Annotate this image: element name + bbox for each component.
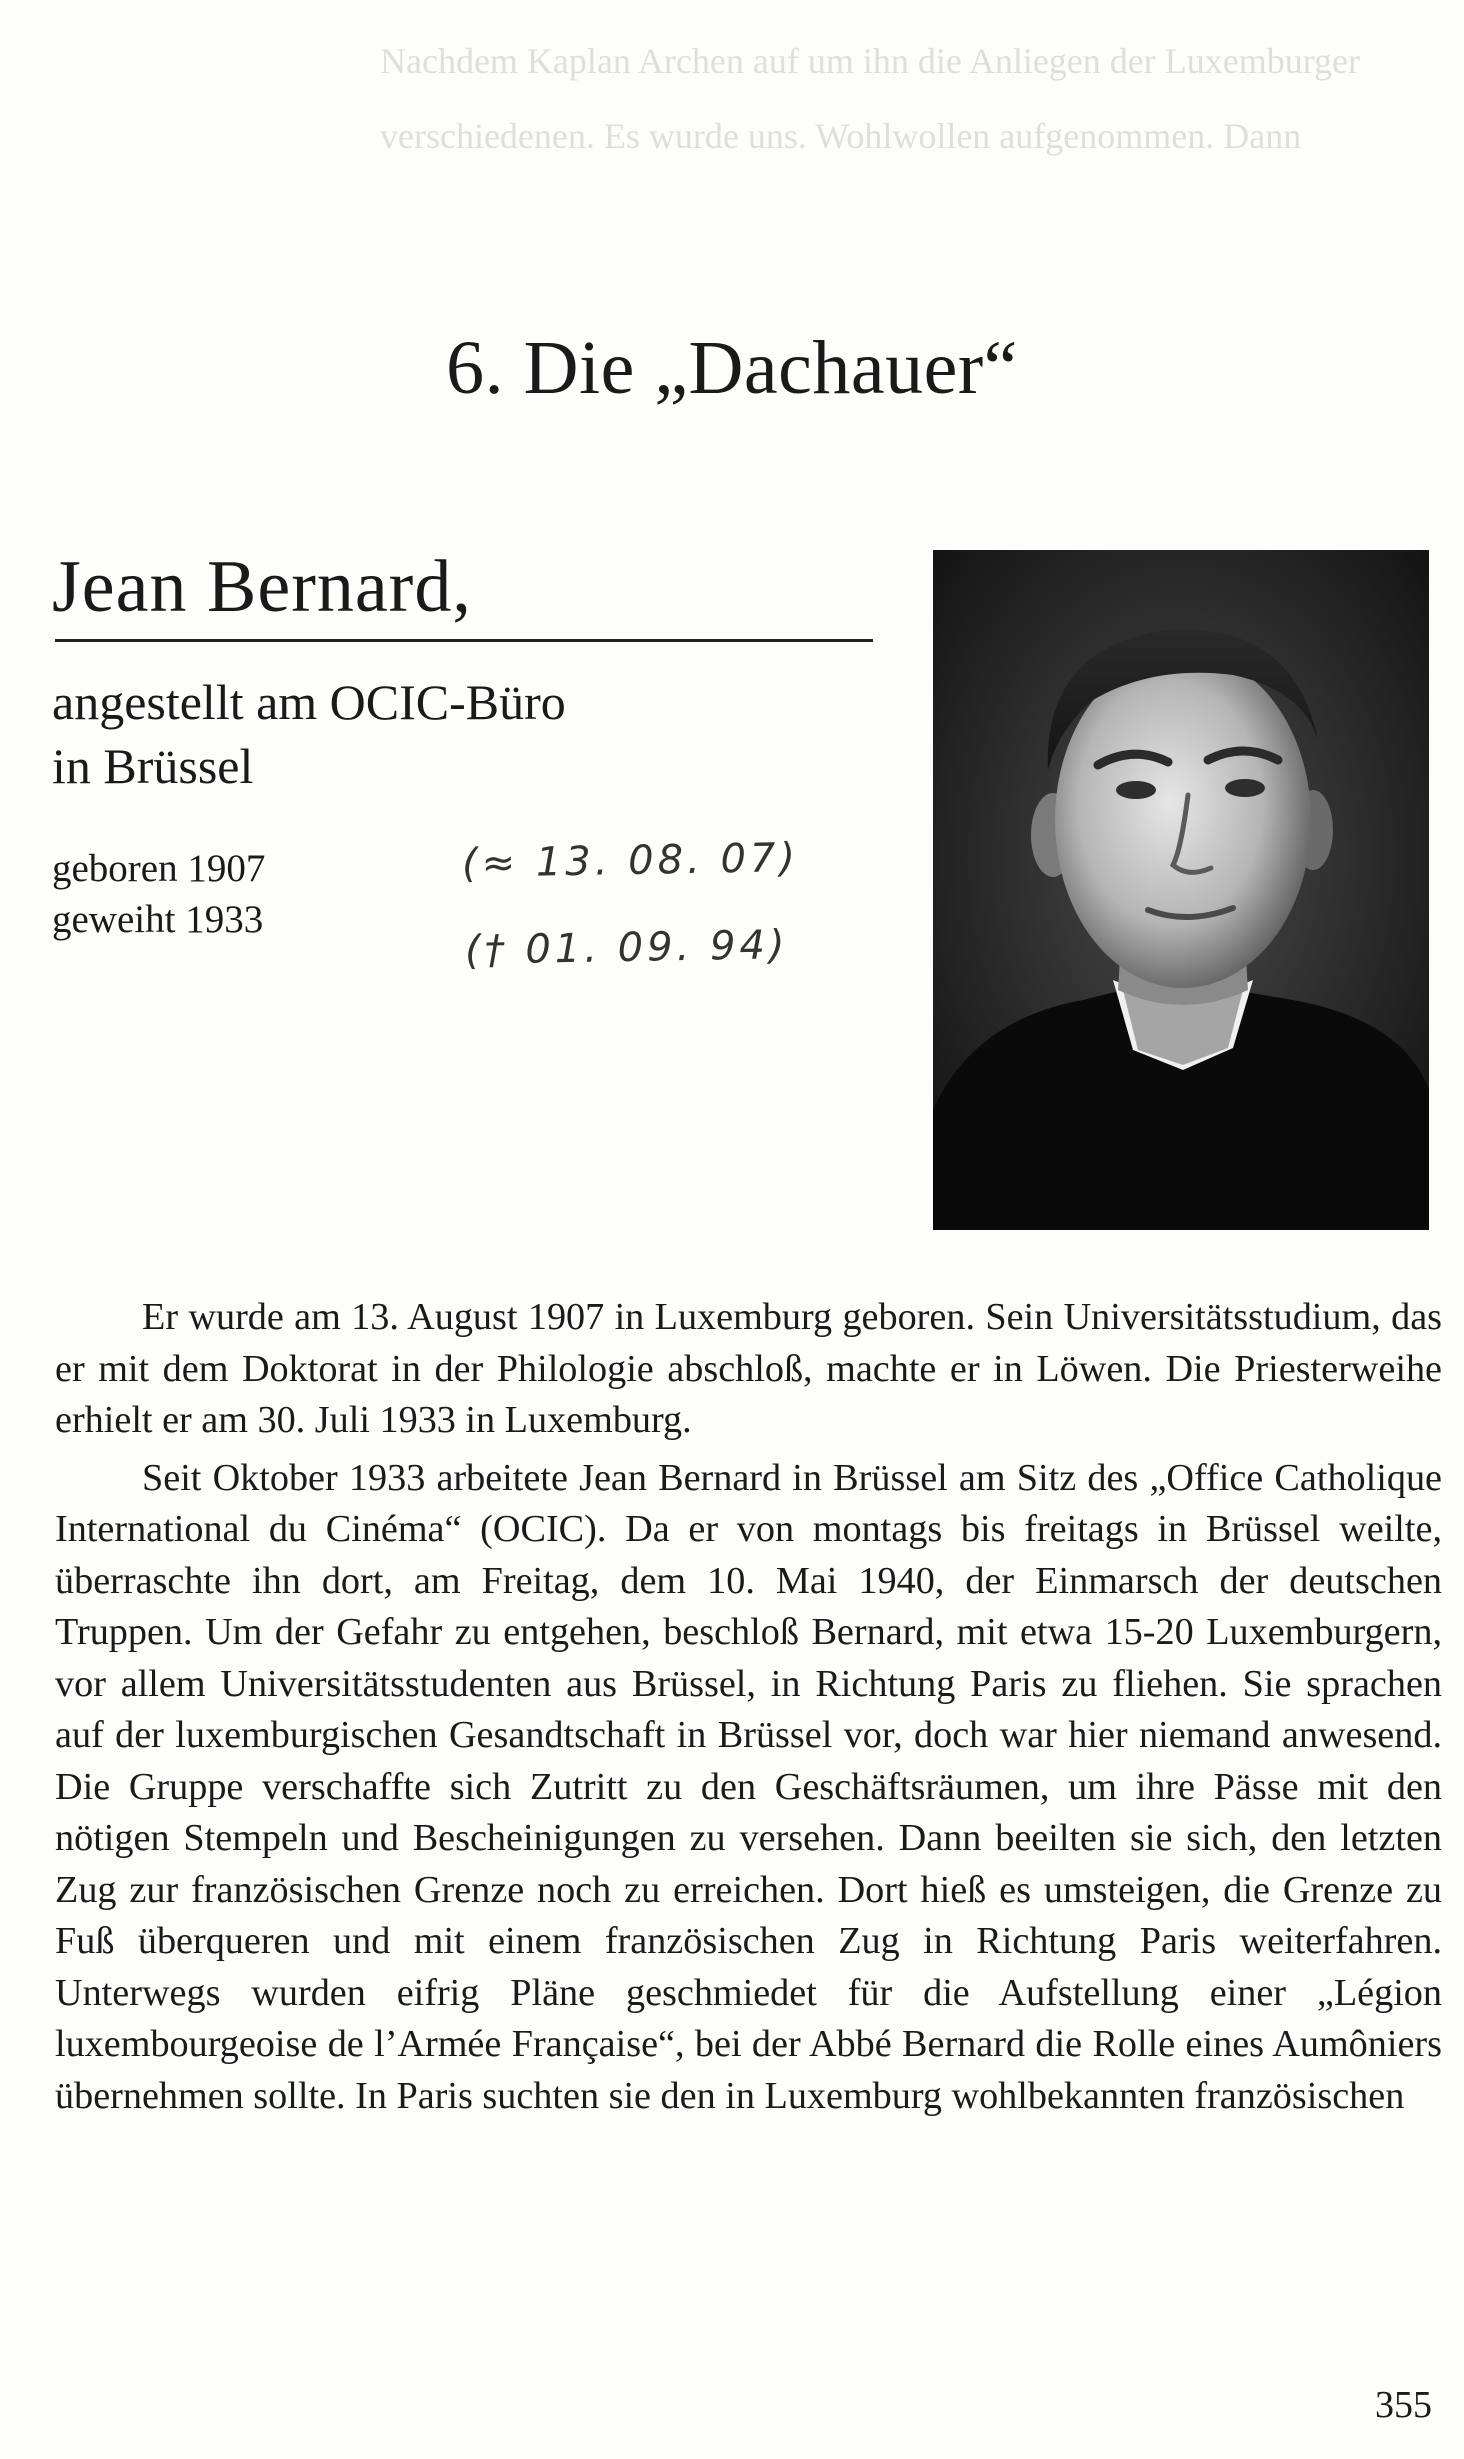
page-number: 355: [1375, 2384, 1432, 2426]
portrait-photo-icon: [933, 550, 1429, 1230]
person-role: [52, 670, 566, 798]
bleed-through-text: verschiedenen. Es wurde uns. Wohlwollen aufgenommen. Dann: [380, 116, 1302, 156]
role-line: in Brüssel: [52, 738, 254, 794]
person-dates: [52, 843, 265, 945]
portrait-photo: [933, 550, 1429, 1230]
role-line: angestellt am OCIC-Büro: [52, 674, 566, 730]
handwritten-death-note: († 01. 09. 94): [464, 922, 789, 974]
ordination-year: geweiht 1933: [52, 898, 264, 941]
bleed-through-text: Nachdem Kaplan Archen auf um ihn die Anliegen der Luxemburger: [380, 41, 1361, 81]
birth-year: geboren 1907: [52, 847, 266, 890]
chapter-title: 6. Die „Dachauer“: [446, 326, 1018, 410]
person-name: Jean Bernard,: [52, 546, 472, 628]
name-underline-rule: [55, 639, 873, 642]
paragraph: Er wurde am 13. August 1907 in Luxemburg geboren. Sein Universitätsstudium, das er mit dem Doktorat in der Philologie abschloß, machte er in Löwen. Die Priesterweihe erhielt er am 30. Juli 1933 in Luxemburg.: [55, 1296, 1442, 1441]
body-text: [55, 1292, 1442, 2122]
handwritten-birth-note: (≈ 13. 08. 07): [461, 835, 800, 887]
paragraph: Seit Oktober 1933 arbeitete Jean Bernard in Brüssel am Sitz des „Office Catholique International du Cinéma“ (OCIC). Da er von montags bis freitags in Brüssel weilte, überraschte ihn dort, am Freitag, dem 10. Mai 1940, der Einmarsch der deutschen Truppen. Um der Gefahr zu entgehen, beschloß Bernard, mit etwa 15-20 Luxemburgern, vor allem Universitätsstudenten aus Brüssel, in Richtung Paris zu fliehen. Sie sprachen auf der luxemburgischen Gesandtschaft in Brüssel vor, doch war hier niemand anwesend. Die Gruppe verschaffte sich Zutritt zu den Geschäftsräumen, um ihre Pässe mit den nötigen Stempeln und Bescheinigungen zu versehen. Dann beeilten sie sich, den letzten Zug zur französischen Grenze noch zu erreichen. Dort hieß es umsteigen, die Grenze zu Fuß überqueren und mit einem französischen Zug in Richtung Paris weiterfahren. Unterwegs wurden eifrig Pläne geschmiedet für die Aufstellung einer „Légion luxembourgeoise de l’Armée Française“, bei der Abbé Bernard die Rolle eines Aumôniers übernehmen sollte. In Paris suchten sie den in Luxemburg wohlbekannten französischen: [55, 1456, 1442, 2117]
